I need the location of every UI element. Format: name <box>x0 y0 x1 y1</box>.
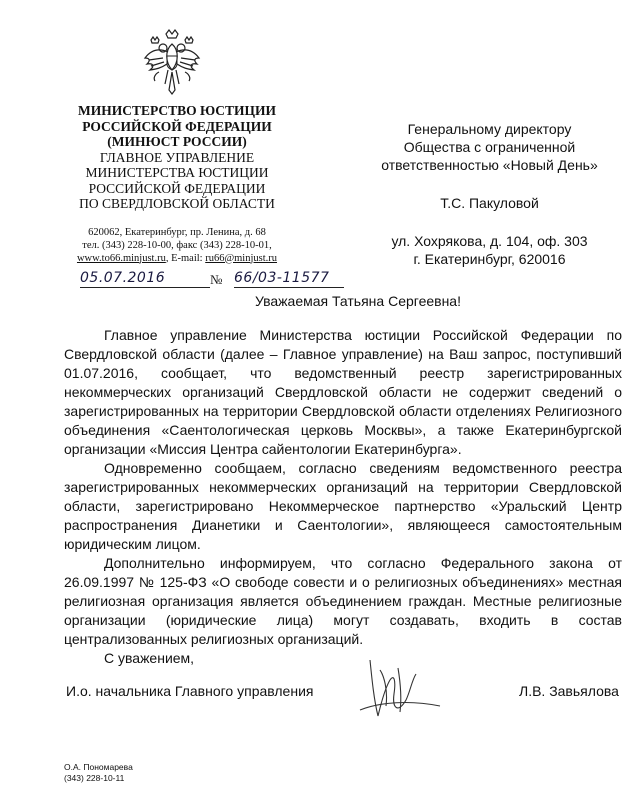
recipient-name: Т.С. Пакуловой <box>440 195 539 211</box>
recipient-line-3: ответственностью «Новый День» <box>381 157 598 173</box>
org-email-link[interactable]: ru66@minjust.ru <box>205 252 278 264</box>
recipient-block <box>362 120 617 268</box>
recipient-line-1: Генеральному директору <box>407 121 572 137</box>
org-line-7: ПО СВЕРДЛОВСКОЙ ОБЛАСТИ <box>79 196 275 211</box>
org-line-3: (МИНЮСТ РОССИИ) <box>107 134 247 149</box>
recipient-address-2: г. Екатеринбург, 620016 <box>413 251 566 267</box>
coat-of-arms-emblem <box>141 28 203 98</box>
org-line-1: МИНИСТЕРСТВО ЮСТИЦИИ <box>77 103 276 118</box>
org-email-label: , E-mail: <box>165 252 206 264</box>
signature <box>350 650 450 725</box>
executor-phone: (343) 228-10-11 <box>64 773 125 783</box>
executor-name: О.А. Пономарева <box>64 762 133 772</box>
org-phone-fax: тел. (343) 228-10-00, факс (343) 228-10-01, <box>82 239 272 251</box>
paragraph-2: Одновременно сообщаем, согласно сведениям ведомственного реестра зарегистрированных некоммерческих организаций на территории Свердловской области, зарегистрировано Некоммерческое партнерство «Уральский Центр распространения Дианетики и Саентологии», являющееся самостоятельным юридическим лицом. <box>64 460 622 552</box>
paragraph-3: Дополнительно информируем, что согласно Федерального закона от 26.09.1997 № 125-ФЗ «О свободе совести и о религиозных объединениях» местная религиозная организация является объединением граждан. Местные религиозные организации (юридические лица) могут создавать, входить в состав централизованных религиозных организаций. <box>64 555 622 647</box>
org-address: 620062, Екатеринбург, пр. Ленина, д. 68 <box>88 226 266 238</box>
executor-info <box>64 762 133 784</box>
org-line-4: ГЛАВНОЕ УПРАВЛЕНИЕ <box>99 149 255 165</box>
org-line-6: РОССИЙСКОЙ ФЕДЕРАЦИИ <box>88 180 266 196</box>
letter-number: 66/03-11577 <box>234 270 344 288</box>
org-line-2: РОССИЙСКОЙ ФЕДЕРАЦИИ <box>82 118 272 134</box>
paragraph-1: Главное управление Министерства юстиции Российской Федерации по Свердловской области (далее – Главное управление) на Ваш запрос, поступивший 01.07.2016, сообщает, что ведомственный реестр зарегистрированных некоммерческих организаций Свердловской области не содержит сведений о зарегистрированных на территории Свердловской области отделениях Религиозного объединения «Саентологическая церковь Москвы», а также Екатеринбургской организации «Миссия Центра сайентологии Екатеринбурга». <box>64 327 622 457</box>
number-label: № <box>210 272 223 287</box>
letter-date: 05.07.2016 <box>80 270 210 288</box>
org-web-email <box>62 252 292 265</box>
org-line-5: МИНИСТЕРСТВА ЮСТИЦИИ <box>85 165 269 180</box>
closing: С уважением, <box>104 650 195 666</box>
letter-body <box>64 326 622 649</box>
recipient-line-2: Общества с ограниченной <box>403 139 576 155</box>
signer-position: И.о. начальника Главного управления <box>66 683 314 699</box>
salutation: Уважаемая Татьяна Сергеевна! <box>255 293 461 309</box>
org-website-link[interactable]: www.to66.minjust.ru <box>76 252 166 264</box>
signer-name: Л.В. Завьялова <box>519 683 619 699</box>
sender-header <box>62 103 292 265</box>
recipient-address-1: ул. Хохрякова, д. 104, оф. 303 <box>391 233 588 249</box>
